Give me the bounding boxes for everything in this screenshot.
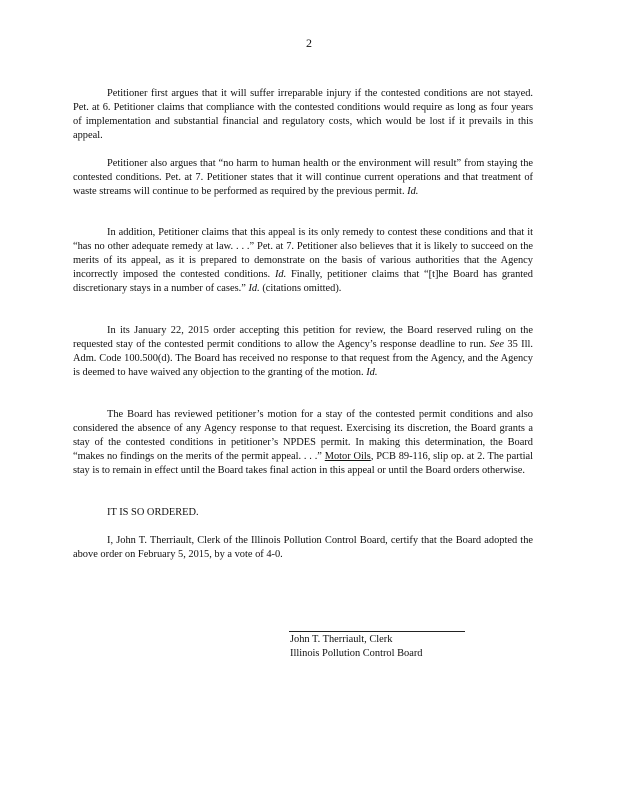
- paragraph-irreparable-injury: [73, 87, 533, 143]
- citation-id: Id.: [274, 268, 287, 280]
- page-number: 2: [306, 36, 312, 50]
- paragraph-text: , PCB 89-116, slip op. at 2. The partial stay is to remain in effect until the Board takes final action in this appeal or until the Board orders otherwise.: [73, 450, 533, 476]
- paragraph-text: Finally, petitioner claims that “[t]he Board has granted discretionary stays in a number of cases.”: [73, 268, 533, 294]
- signature-name: John T. Therriault, Clerk: [290, 634, 393, 645]
- paragraph-text: IT IS SO ORDERED.: [107, 507, 199, 518]
- citation-id: Id.: [248, 282, 260, 294]
- paragraph-text: Petitioner also argues that “no harm to human health or the environment will result” from staying the contested conditions. Pet. at 7. Petitioner states that it will continue current operations and that treatment of waste streams will continue to be performed as required by the previous permit.: [73, 158, 533, 197]
- paragraph-text: 35 Ill. Adm. Code 100.500(d). The Board has received no response to that request from the Agency, and the Agency is deemed to have waived any objection to the granting of the motion.: [73, 338, 533, 378]
- paragraph-text: (citations omitted).: [262, 282, 342, 294]
- citation-id: Id.: [407, 185, 419, 197]
- paragraph-text: In addition, Petitioner claims that this appeal is its only remedy to contest these conditions and that it “has no other adequate remedy at law. . . .” Pet. at 7. Petitioner also believes that it is likely to succeed on the merits of its appeal, as it is prepared to demonstrate on the basis of various authorities that the Agency incorrectly imposed the contested conditions.: [73, 227, 533, 280]
- paragraph-text: Petitioner first argues that it will suffer irreparable injury if the contested conditions are not stayed. Pet. at 6. Petitioner claims that compliance with the contested conditions would require as long as four years of implementation and substantial financial and regulatory costs, which would be lost if it prevails in this appeal.: [73, 88, 533, 141]
- paragraph-board-order: [73, 324, 533, 380]
- paragraph-certification: [73, 534, 533, 562]
- case-name: Motor Oils: [324, 450, 371, 462]
- paragraph-text: In its January 22, 2015 order accepting this petition for review, the Board reserved ruling on the requested stay of the contested permit conditions to allow the Agency’s response deadline to run.: [73, 325, 533, 350]
- paragraph-text: The Board has reviewed petitioner’s motion for a stay of the contested permit conditions and also considered the absence of any Agency response to that request. Exercising its discretion, the Board grants a stay of the contested conditions in petitioner’s NPDES permit. In making this determination, the Board “makes no findings on the merits of the permit appeal. . . .”: [73, 409, 533, 462]
- paragraph-no-harm: [73, 157, 533, 199]
- signature-block: [290, 633, 423, 661]
- citation-id: Id.: [366, 366, 378, 378]
- signature-line: [289, 631, 465, 632]
- paragraph-so-ordered: [73, 506, 533, 520]
- signature-organization: Illinois Pollution Control Board: [290, 648, 423, 659]
- paragraph-stay-granted: [73, 408, 533, 478]
- paragraph-only-remedy: [73, 226, 533, 296]
- paragraph-text: I, John T. Therriault, Clerk of the Illinois Pollution Control Board, certify that the Board adopted the above order on February 5, 2015, by a vote of 4-0.: [73, 535, 533, 560]
- citation-see: See: [489, 338, 505, 350]
